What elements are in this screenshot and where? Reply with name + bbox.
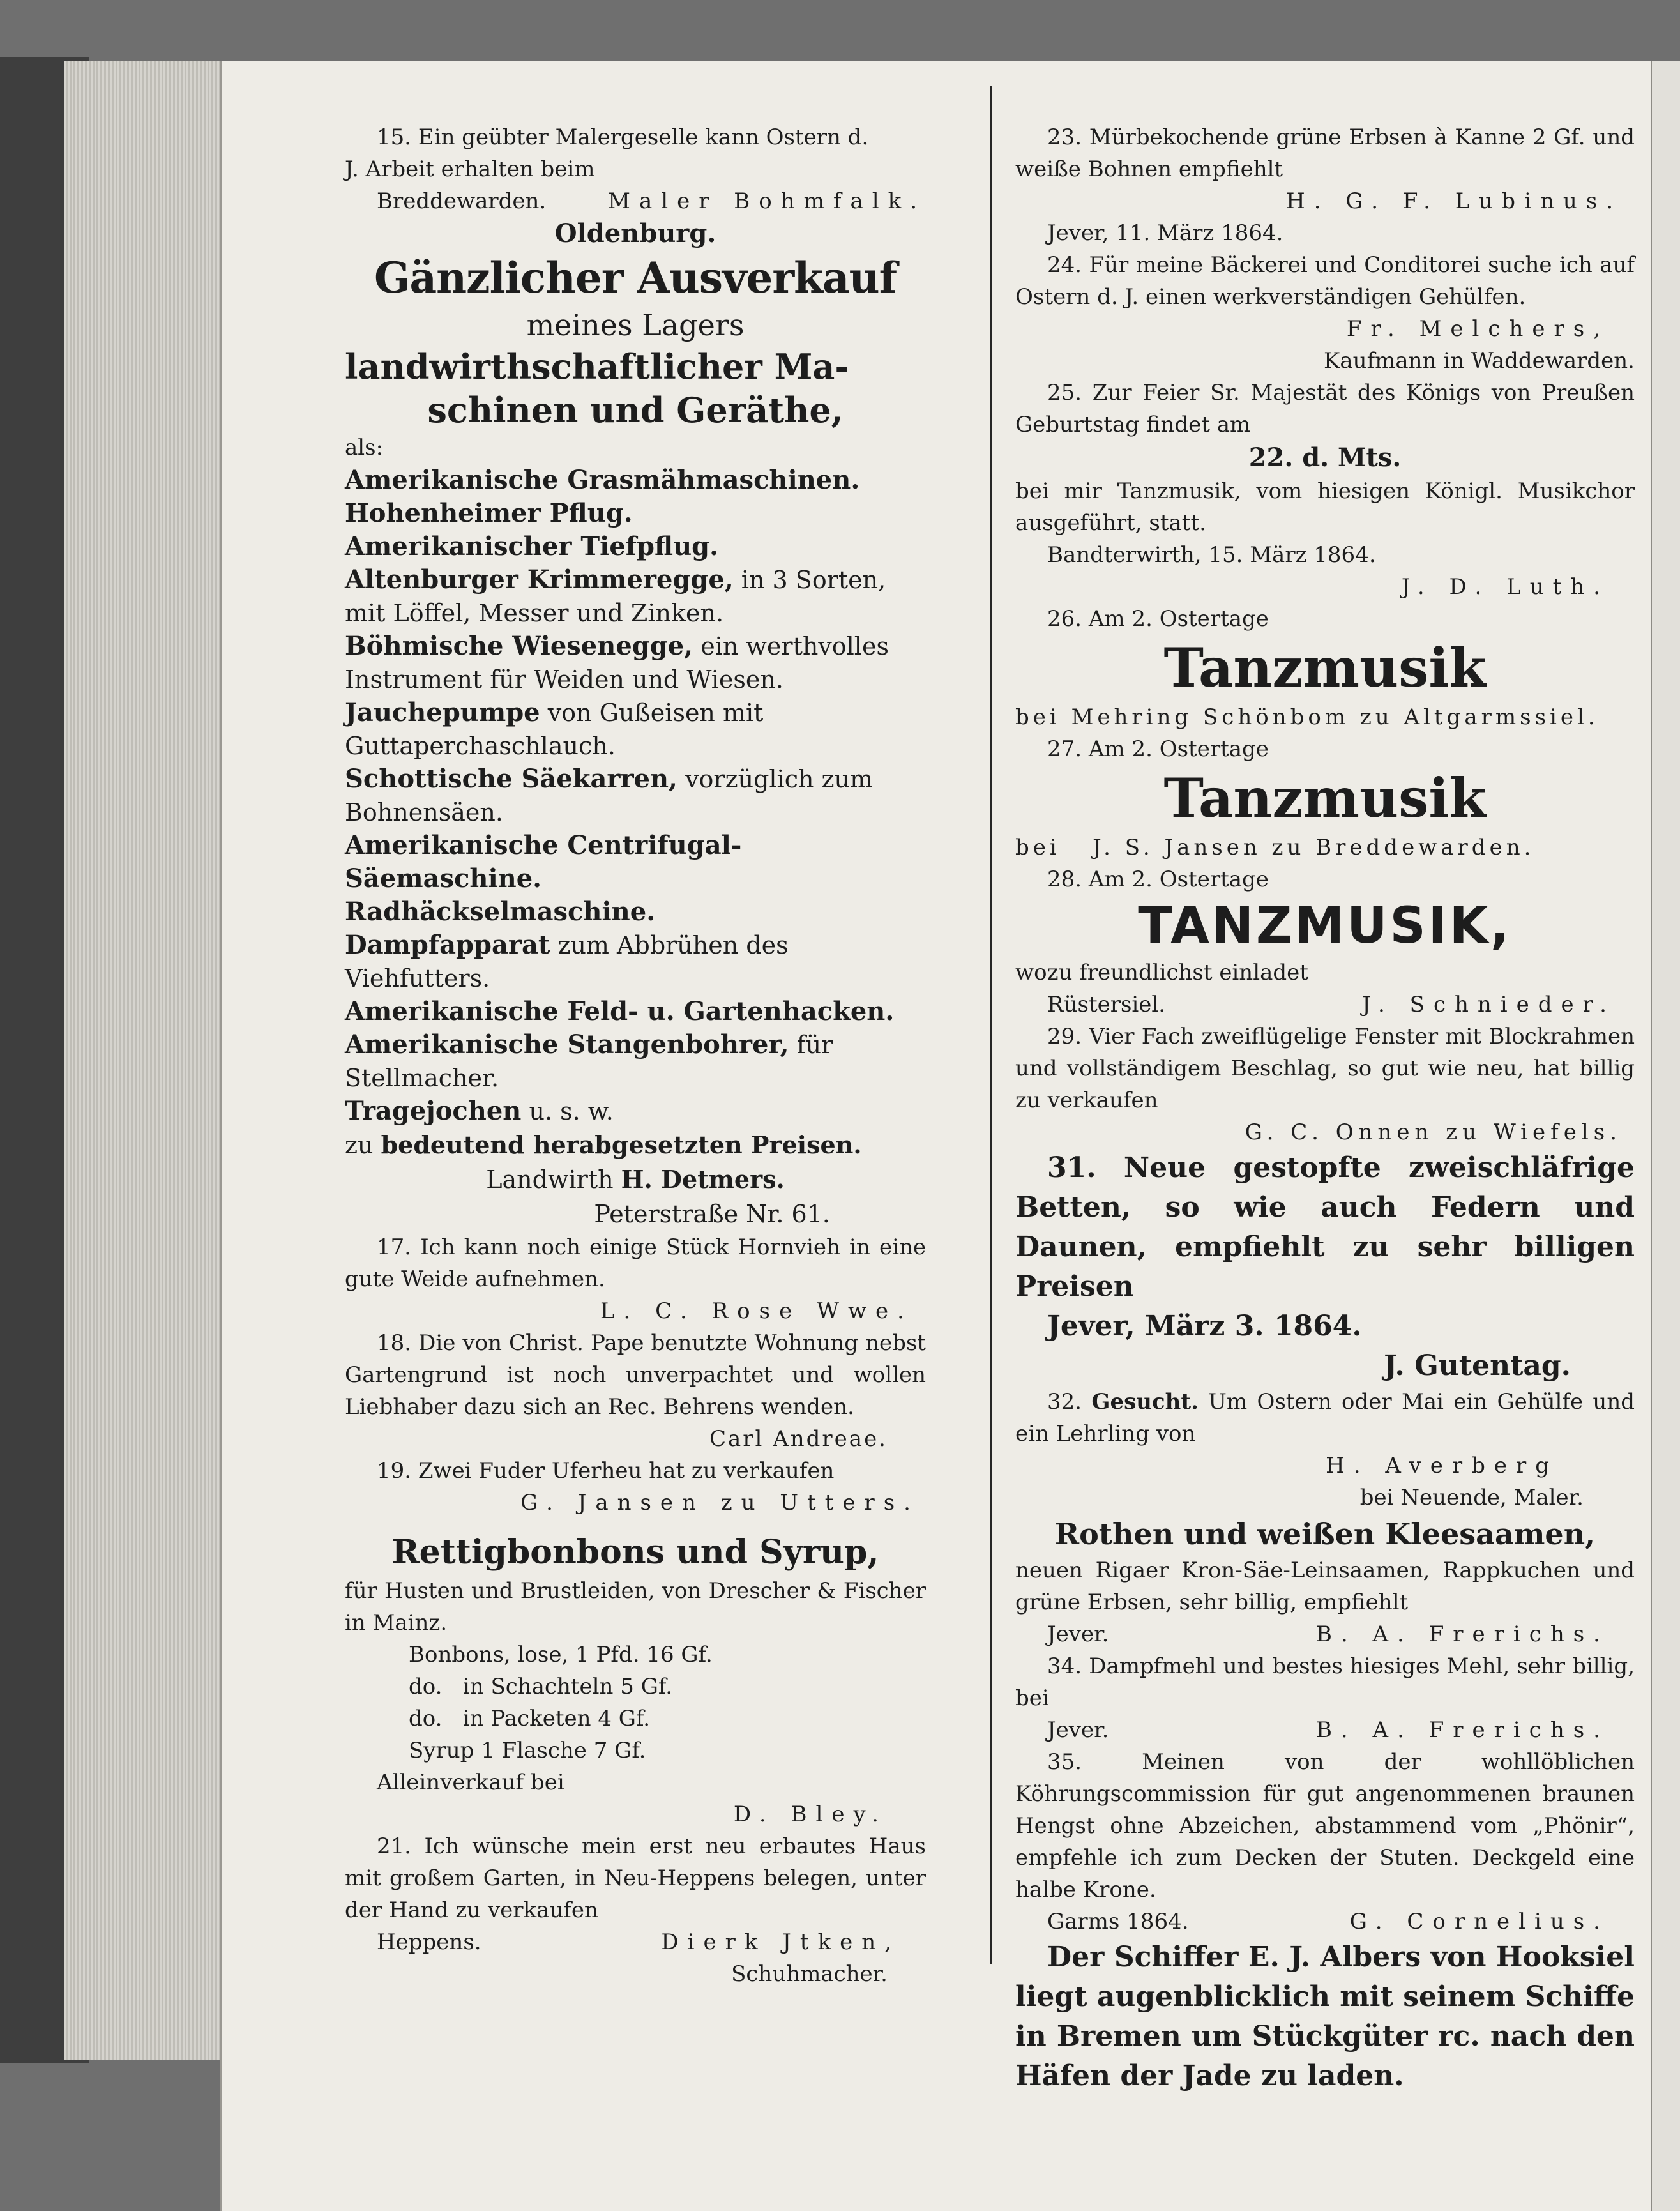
ad-31-date: Jever, März 3. 1864. (1047, 1310, 1362, 1342)
ad-25 (1015, 377, 1635, 603)
ad-16-sub1: meines Lagers (526, 308, 745, 342)
ad-16-sign1 (345, 1162, 926, 1197)
ad-28-headline: TANZMUSIK, (1138, 897, 1512, 955)
machine-item-desc: für Stellmacher. (345, 1031, 833, 1092)
ad-17-sign: L. C. Rose Wwe. (600, 1298, 913, 1324)
ad-18 (345, 1327, 926, 1455)
ad-28-text: wozu freundlichst einladet (1015, 960, 1308, 985)
machine-item-name: Amerikanische Centrifugal-Säemaschine. (345, 830, 742, 893)
ad-28-line: 28. Am 2. Ostertage (1047, 867, 1269, 892)
ad-32 (1015, 1386, 1635, 1514)
machine-item-name: Amerikanischer Tiefpflug. (345, 531, 719, 561)
ad-28 (1015, 863, 1635, 1021)
ad-35 (1015, 1746, 1635, 1938)
ad-28-sign: J. Schnieder. (1362, 992, 1616, 1017)
ad-19 (345, 1455, 926, 1519)
ad-31 (1015, 1148, 1635, 1386)
ad-20-price3: do. in Packeten 4 Gf. (409, 1706, 651, 1731)
ad-35-sign: G. Cornelius. (1349, 1909, 1609, 1934)
machine-item (345, 929, 926, 995)
ad-15-sign: Maler Bohmfalk. (608, 188, 926, 214)
ad-29-text: 29. Vier Fach zweiflügelige Fenster mit Blockrahmen und vollständigem Beschlag, so gut wie neu, hat billig zu verkaufen (1015, 1024, 1635, 1113)
machine-item-name: Amerikanische Grasmähmaschinen. (345, 465, 860, 495)
ad-27-headline: Tanzmusik (1163, 766, 1487, 830)
ad-15 (345, 121, 926, 217)
ad-26 (1015, 603, 1635, 733)
ad-29 (1015, 1021, 1635, 1148)
machine-item (345, 1095, 926, 1128)
ad-33 (1015, 1514, 1635, 1650)
ad-20-headline: Rettigbonbons und Syrup, (391, 1533, 879, 1572)
ad-18-sign: Carl Andreae. (709, 1426, 888, 1452)
page-edges (64, 61, 222, 2060)
ad-23-date: Jever, 11. März 1864. (1047, 220, 1283, 246)
ad-20-price2: do. in Schachteln 5 Gf. (409, 1674, 673, 1699)
machine-item-name: Dampfapparat (345, 930, 550, 960)
ad-27-sign: bei J. S. Jansen zu Breddewarden. (1015, 835, 1535, 860)
machine-item-name: Hohenheimer Pflug. (345, 498, 633, 528)
machine-item-name: Altenburger Krimmeregge, (345, 565, 734, 595)
machine-item (345, 464, 926, 497)
machine-item-name: Tragejochen (345, 1096, 522, 1126)
machine-item (345, 763, 926, 829)
machine-item-name: Radhäckselmaschine. (345, 897, 656, 927)
left-column (345, 121, 926, 1990)
ad-35-text: 35. Meinen von der wohllöblichen Köhrungscommission für gut angenommenen braunen Hengst ohne Abzeichen, abstammend vom „Phönir“, empfehle ich zum Decken der Stuten. Deckgeld eine halbe Krone. (1015, 1749, 1635, 1903)
ad-33-signature (1015, 1618, 1635, 1650)
ad-21 (345, 1830, 926, 1990)
right-column (1015, 121, 1635, 2096)
machine-item-desc: zum Abbrühen des Viehfutters. (345, 931, 789, 992)
ad-25-text: 25. Zur Feier Sr. Majestät des Königs von Preußen Geburtstag findet am (1015, 380, 1635, 437)
ad-16 (345, 217, 926, 1231)
ad-15-place: Breddewarden. (377, 188, 547, 214)
ad-16-sign2: Peterstraße Nr. 61. (594, 1200, 830, 1228)
ad-23-sign: H. G. F. Lubinus. (1286, 188, 1622, 214)
ad-25-date: 22. d. Mts. (1248, 443, 1402, 473)
machine-item-name: Amerikanische Feld- u. Gartenhacken. (345, 996, 895, 1026)
ad-27 (1015, 733, 1635, 863)
ad-24-sign2: Kaufmann in Waddewarden. (1324, 348, 1635, 374)
ad-20-text: für Husten und Brustleiden, von Drescher & Fischer in Mainz. (345, 1578, 926, 1636)
machine-item-desc: u. s. w. (521, 1097, 614, 1125)
ad-21-text: 21. Ich wünsche mein erst neu erbautes Haus mit großem Garten, in Neu-Heppens belegen, unter der Hand zu verkaufen (345, 1834, 926, 1923)
ad-34-signature (1015, 1714, 1635, 1746)
machine-item (345, 895, 926, 929)
ad-28-place: Rüstersiel. (1047, 992, 1166, 1017)
machine-item (345, 530, 926, 563)
ad-15-signature (345, 185, 926, 217)
ad-36 (1015, 1938, 1635, 2096)
ad-20-sale: Alleinverkauf bei (377, 1770, 564, 1795)
ad-26-line: 26. Am 2. Ostertage (1047, 606, 1269, 632)
ad-32-sign: H. Averberg (1326, 1453, 1558, 1478)
ad-33-text: neuen Rigaer Kron-Säe-Leinsaamen, Rappkuchen und grüne Erbsen, sehr billig, empfiehlt (1015, 1558, 1635, 1615)
ad-33-place: Jever. (1047, 1622, 1109, 1647)
ad-28-signature (1015, 989, 1635, 1021)
ad-20-sign: D. Bley. (733, 1802, 888, 1827)
ad-32-text (1015, 1386, 1635, 1450)
ad-21-sign: Dierk Jtken, (661, 1929, 900, 1955)
ad-31-text: 31. Neue gestopfte zweischläfrige Betten, so wie auch Federn und Daunen, empfiehlt zu sehr billigen Preisen (1015, 1151, 1635, 1303)
ad-17-text: 17. Ich kann noch einige Stück Hornvieh in eine gute Weide aufnehmen. (345, 1235, 926, 1292)
ad-16-sub3: schinen und Geräthe, (427, 390, 844, 430)
ad-21-sign2: Schuhmacher. (731, 1961, 888, 1987)
machine-item-name: Jauchepumpe (345, 697, 540, 727)
ad-16-closing-bold: bedeutend herabgesetzten Preisen. (381, 1130, 862, 1159)
ad-26-headline: Tanzmusik (1163, 636, 1487, 699)
ad-34-sign: B. A. Frerichs. (1315, 1717, 1609, 1743)
ad-20 (345, 1530, 926, 1830)
ad-34-place: Jever. (1047, 1717, 1109, 1743)
ad-23-text: 23. Mürbekochende grüne Erbsen à Kanne 2 Gf. und weiße Bohnen empfiehlt (1015, 125, 1635, 182)
ad-33-sign: B. A. Frerichs. (1315, 1622, 1609, 1647)
ad-19-text: 19. Zwei Fuder Uferheu hat zu verkaufen (377, 1458, 835, 1484)
ad-24-text: 24. Für meine Bäckerei und Conditorei suche ich auf Ostern d. J. einen werkverständigen Gehülfen. (1015, 252, 1635, 310)
ad-35-signature (1015, 1906, 1635, 1938)
machine-list (345, 464, 926, 1128)
machine-item-desc: in 3 Sorten, mit Löffel, Messer und Zinken. (345, 566, 886, 627)
ad-24 (1015, 249, 1635, 377)
ad-32-body: Um Ostern oder Mai ein Gehülfe und ein Lehrling von (1015, 1389, 1635, 1447)
column-divider (990, 86, 992, 1964)
ad-25-text2: bei mir Tanzmusik, vom hiesigen Königl. Musikchor ausgeführt, statt. (1015, 478, 1635, 536)
ad-32-bold: Gesucht. (1091, 1389, 1199, 1415)
next-page-edge (1651, 61, 1680, 2211)
machine-item (345, 696, 926, 763)
machine-item-desc: vorzüglich zum Bohnensäen. (345, 765, 874, 826)
ad-20-price1: Bonbons, lose, 1 Pfd. 16 Gf. (409, 1642, 713, 1668)
ad-36-text: Der Schiffer E. J. Albers von Hooksiel liegt augenblicklich mit seinem Schiffe in Bremen um Stückgüter rc. nach den Häfen der Jade zu laden. (1015, 1941, 1635, 2092)
ad-16-sign1-bold: H. Detmers. (621, 1165, 785, 1194)
ad-32-pre: 32. (1047, 1389, 1092, 1415)
machine-item-name: Schottische Säekarren, (345, 764, 677, 794)
machine-item (345, 995, 926, 1028)
ad-21-place: Heppens. (377, 1929, 481, 1955)
ad-23 (1015, 121, 1635, 249)
ad-35-place: Garms 1864. (1047, 1909, 1189, 1934)
ad-29-sign: G. C. Onnen zu Wiefels. (1245, 1120, 1622, 1145)
ad-16-closing-pre: zu (345, 1131, 381, 1159)
machine-item (345, 829, 926, 895)
ad-33-headline: Rothen und weißen Kleesaamen, (1054, 1517, 1596, 1551)
ad-15-line2: J. Arbeit erhalten beim (345, 156, 595, 182)
machine-item (345, 497, 926, 530)
machine-item (345, 1028, 926, 1095)
ad-21-signature (345, 1926, 926, 1958)
ad-16-headline: Gänzlicher Ausverkauf (374, 253, 897, 303)
ad-16-als: als: (345, 435, 384, 460)
ad-20-price4: Syrup 1 Flasche 7 Gf. (409, 1738, 646, 1763)
machine-item-desc: ein werthvolles Instrument für Weiden und Wiesen. (345, 632, 889, 694)
ad-16-closing (345, 1128, 926, 1162)
machine-item-name: Böhmische Wiesenegge, (345, 631, 693, 661)
ad-25-sign: J. D. Luth. (1401, 574, 1609, 600)
machine-item-desc: von Gußeisen mit Guttaperchaschlauch. (345, 699, 764, 760)
ad-16-place: Oldenburg. (554, 218, 716, 248)
ad-26-sign: bei Mehring Schönbom zu Altgarmssiel. (1015, 704, 1599, 730)
ad-34 (1015, 1650, 1635, 1746)
ad-16-sub2: landwirthschaftlicher Ma- (345, 346, 849, 387)
ad-24-sign: Fr. Melchers, (1346, 316, 1609, 342)
ad-27-line: 27. Am 2. Ostertage (1047, 736, 1269, 762)
ad-17 (345, 1231, 926, 1327)
machine-item-name: Amerikanische Stangenbohrer, (345, 1030, 789, 1060)
machine-item (345, 630, 926, 696)
ad-25-place: Bandterwirth, 15. März 1864. (1047, 542, 1376, 568)
ad-31-sign: J. Gutentag. (1384, 1349, 1571, 1382)
ad-18-text: 18. Die von Christ. Pape benutzte Wohnung nebst Gartengrund ist noch unverpachtet und wollen Liebhaber dazu sich an Rec. Behrens wenden. (345, 1330, 926, 1420)
ad-16-sign1-pre: Landwirth (486, 1166, 621, 1194)
ad-15-line1: 15. Ein geübter Malergeselle kann Ostern d. (377, 125, 869, 150)
machine-item (345, 563, 926, 630)
ad-32-sign2: bei Neuende, Maler. (1359, 1485, 1584, 1510)
ad-34-text: 34. Dampfmehl und bestes hiesiges Mehl, sehr billig, bei (1015, 1653, 1635, 1711)
ad-19-sign: G. Jansen zu Utters. (520, 1490, 919, 1516)
